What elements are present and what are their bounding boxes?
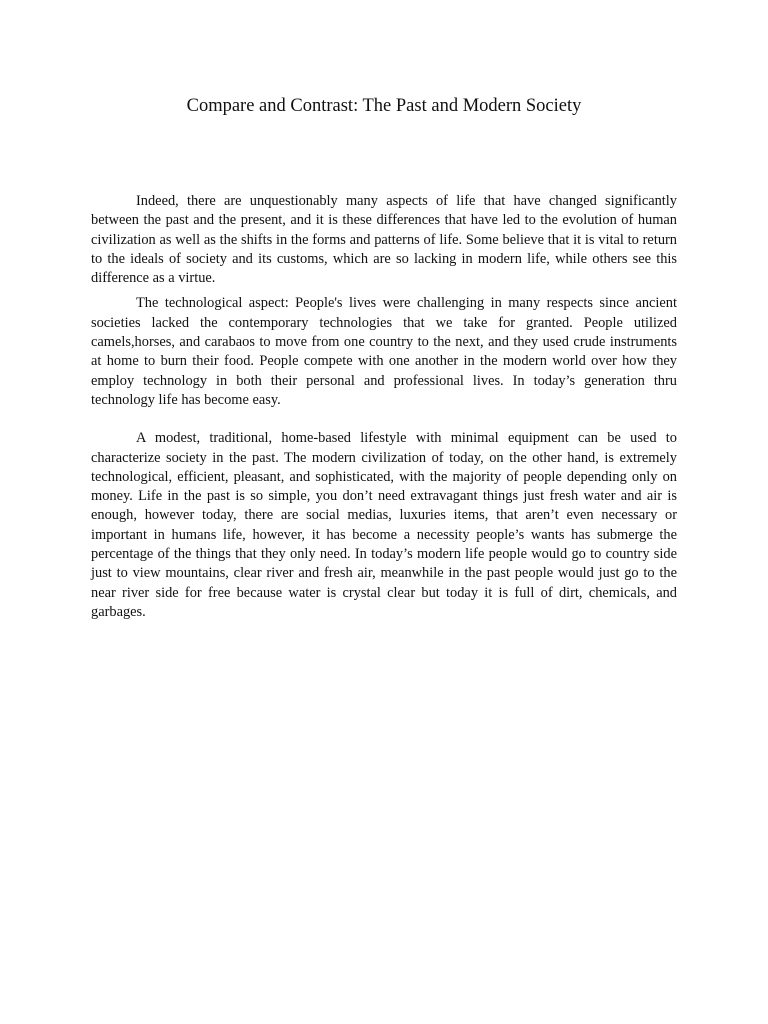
document-title: Compare and Contrast: The Past and Modern Society — [186, 96, 582, 116]
document-body — [91, 192, 677, 622]
paragraph-introduction: Indeed, there are unquestionably many aspects of life that have changed significantly between the past and the present, and it is these differences that have led to the evolution of human civilization as well as the shifts in the forms and patterns of life. Some believe that it is vital to return to the ideals of society and its customs, which are so lacking in modern life, while others see this difference as a virtue. — [91, 193, 677, 287]
paragraph-technological-aspect: The technological aspect: People's lives were challenging in many respects since ancient societies lacked the contemporary technologies that we take for granted. People utilized camels,horses, and carabaos to move from one country to the next, and they used crude instruments at home to burn their food. People compete with one another in the modern world over how they employ technology in both their personal and professional lives. In today’s generation thru technology life has become easy. — [91, 295, 677, 408]
paragraph-lifestyle-comparison: A modest, traditional, home-based lifestyle with minimal equipment can be used to characterize society in the past. The modern civilization of today, on the other hand, is extremely technological, efficient, pleasant, and sophisticated, with the majority of people depending only on money. Life in the past is so simple, you don’t need extravagant things just fresh water and air is enough, however today, there are social medias, luxuries items, that aren’t even necessary or important in humans life, however, it has become a necessity people’s wants has submerge the percentage of the things that they only need. In today’s modern life people would go to country side just to view mountains, clear river and fresh air, meanwhile in the past people would just go to the near river side for free because water is crystal clear but today it is full of dirt, chemicals, and garbages. — [91, 430, 677, 620]
